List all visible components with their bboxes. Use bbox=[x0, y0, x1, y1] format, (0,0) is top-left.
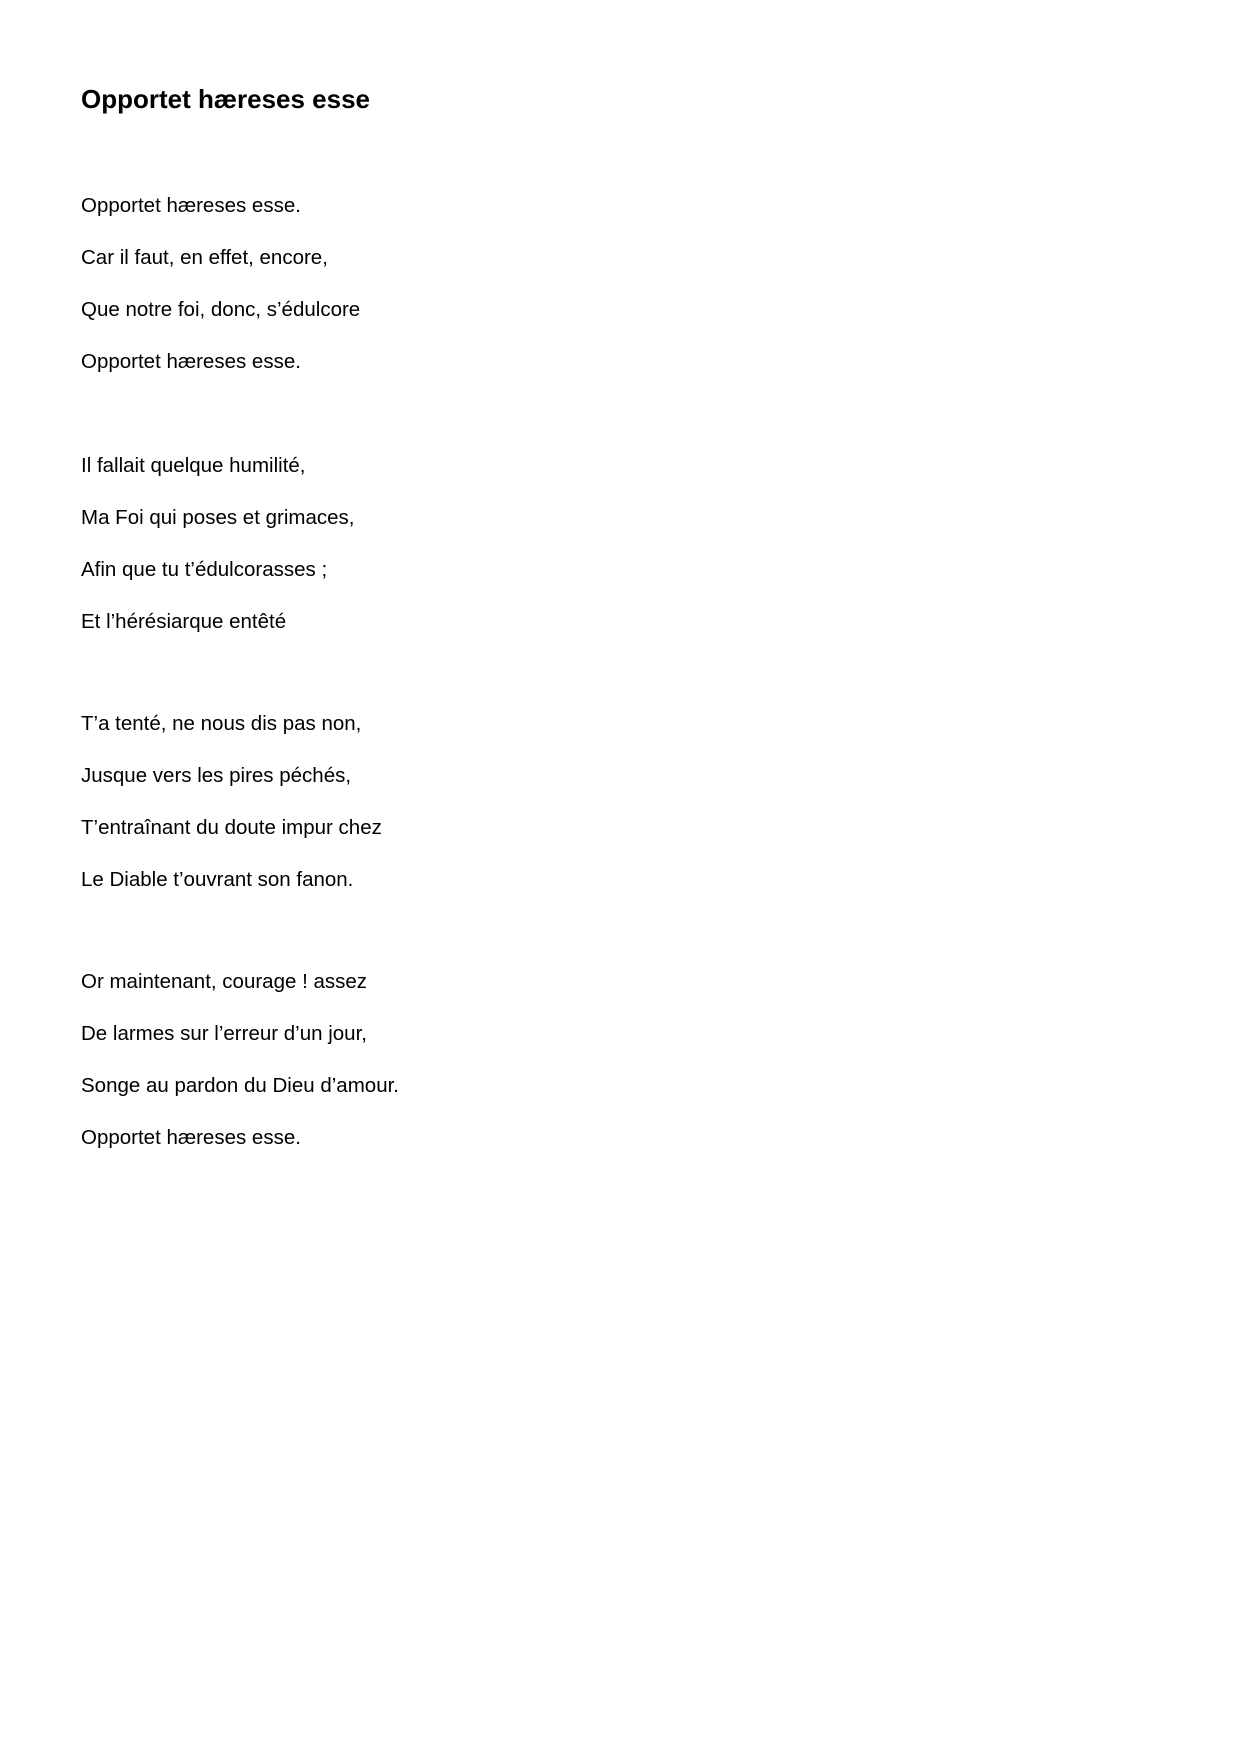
poem-title: Opportet hæreses esse bbox=[81, 84, 371, 114]
verse-line: Il fallait quelque humilité, bbox=[81, 454, 306, 477]
verse-line: Afin que tu t’édulcorasses ; bbox=[81, 558, 328, 581]
verse-line: T’entraînant du doute impur chez bbox=[81, 816, 382, 839]
stanza-3 bbox=[81, 711, 382, 919]
verse-line: Ma Foi qui poses et grimaces, bbox=[81, 506, 355, 529]
verse-line: Or maintenant, courage ! assez bbox=[81, 970, 368, 993]
stanza-2 bbox=[81, 453, 354, 661]
verse-line: Opportet hæreses esse. bbox=[81, 350, 301, 373]
stanza-4 bbox=[81, 969, 399, 1177]
verse-line: De larmes sur l’erreur d’un jour, bbox=[81, 1022, 367, 1045]
verse-line: Car il faut, en effet, encore, bbox=[81, 246, 328, 269]
verse-line: Songe au pardon du Dieu d’amour. bbox=[81, 1074, 399, 1097]
verse-line: T’a tenté, ne nous dis pas non, bbox=[81, 712, 362, 735]
verse-line: Et l’hérésiarque entêté bbox=[81, 610, 287, 633]
verse-line: Le Diable t’ouvrant son fanon. bbox=[81, 868, 354, 891]
verse-line: Jusque vers les pires péchés, bbox=[81, 764, 352, 787]
verse-line: Que notre foi, donc, s’édulcore bbox=[81, 298, 361, 321]
verse-line: Opportet hæreses esse. bbox=[81, 1126, 301, 1149]
stanza-1 bbox=[81, 193, 360, 401]
verse-line: Opportet hæreses esse. bbox=[81, 194, 301, 217]
